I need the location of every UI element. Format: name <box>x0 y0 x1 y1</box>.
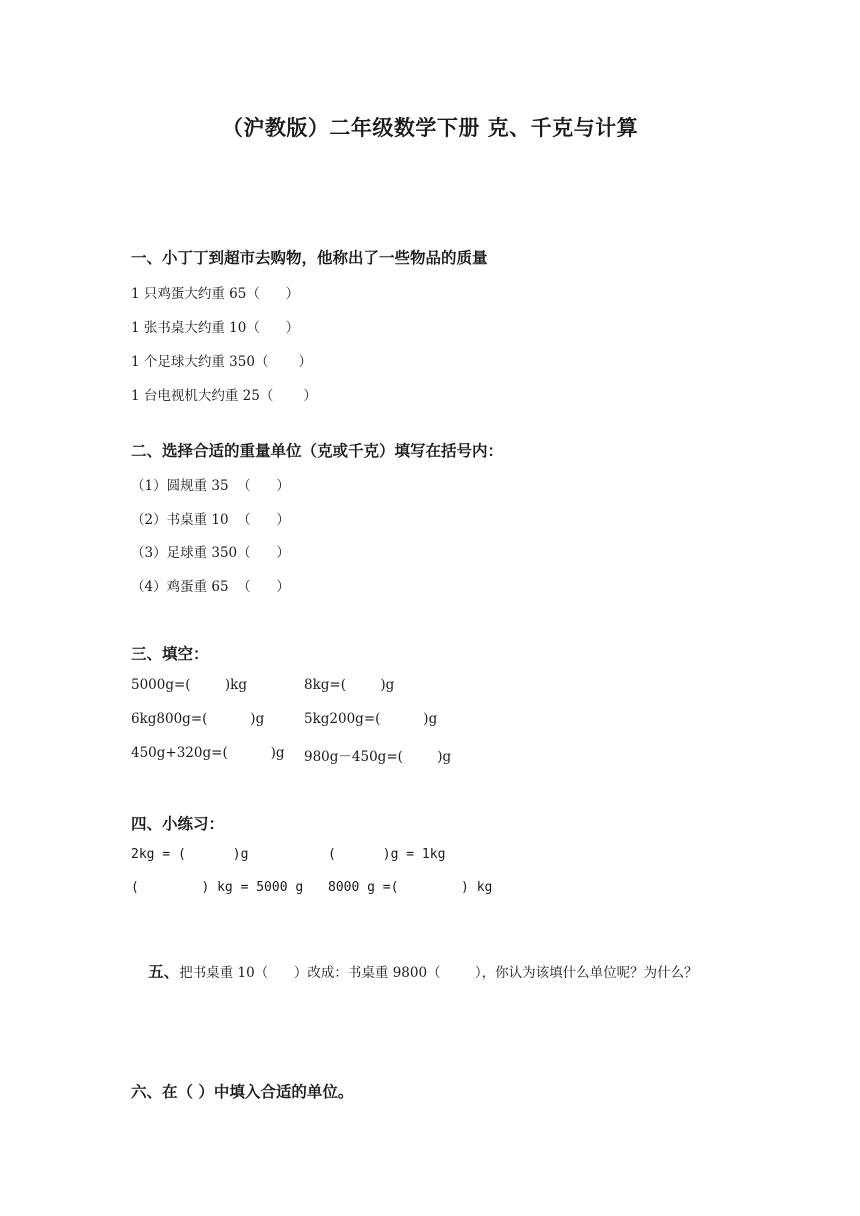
fill-blank-left: 450g+320g=( )g <box>131 745 285 761</box>
fill-blank-right: 980g－450g=( )g <box>304 749 452 765</box>
practice-right: ( )g = 1kg <box>328 847 446 862</box>
practice-right: 8000 g =( ) kg <box>328 880 493 895</box>
practice-left: ( ) kg = 5000 g <box>131 880 304 895</box>
section-1-heading: 一、小丁丁到超市去购物，他称出了一些物品的质量 <box>131 249 488 267</box>
section-1-item: 1 台电视机大约重 25（ ） <box>131 388 317 404</box>
fill-blank-left: 6kg800g=( )g <box>131 711 265 727</box>
section-5-question <box>131 944 698 998</box>
fill-blank-right: 8kg=( )g <box>304 677 395 693</box>
section-5-text: 把书桌重 10（ ）改成：书桌重 9800（ ），你认为该填什么单位呢？为什么？ <box>179 965 698 981</box>
section-2-heading: 二、选择合适的重量单位（克或千克）填写在括号内： <box>131 442 504 460</box>
section-2-item: （4）鸡蛋重 65 （ ） <box>131 579 290 595</box>
section-3-heading: 三、填空： <box>131 645 209 663</box>
section-2-item: （1）圆规重 35 （ ） <box>131 478 290 494</box>
practice-left: 2kg = ( )g <box>131 847 249 862</box>
section-6-heading: 六、在（ ）中填入合适的单位。 <box>131 1083 354 1101</box>
section-2-item: （3）足球重 350（ ） <box>131 545 290 561</box>
section-2-item: （2）书桌重 10 （ ） <box>131 512 290 528</box>
fill-blank-left: 5000g=( )kg <box>131 677 247 693</box>
section-1-item: 1 张书桌大约重 10（ ） <box>131 320 300 336</box>
fill-blank-right: 5kg200g=( )g <box>304 711 438 727</box>
section-5-number: 五、 <box>148 963 180 981</box>
section-1-item: 1 只鸡蛋大约重 65（ ） <box>131 286 300 302</box>
section-4-heading: 四、小练习： <box>131 815 225 833</box>
page-title: （沪教版）二年级数学下册 克、千克与计算 <box>221 116 639 140</box>
section-1-item: 1 个足球大约重 350（ ） <box>131 354 312 370</box>
